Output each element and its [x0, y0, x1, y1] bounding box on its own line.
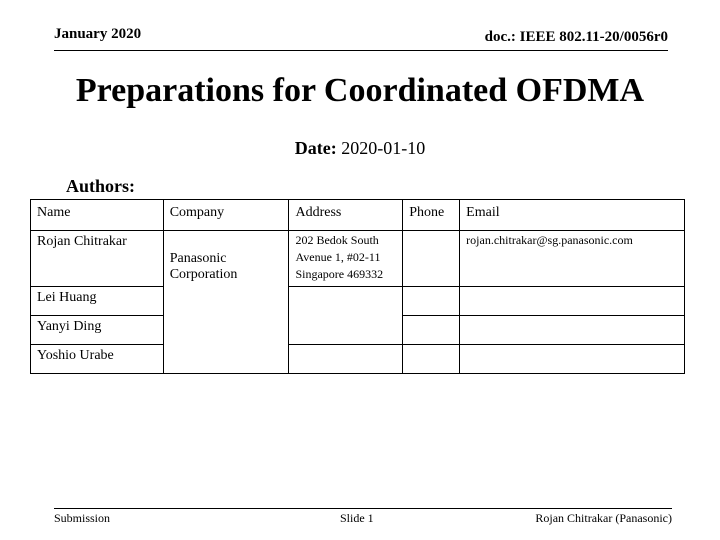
author-phone — [403, 316, 460, 345]
author-phone — [403, 231, 460, 287]
column-header-address: Address — [289, 200, 403, 231]
footer-submission: Submission — [54, 511, 111, 525]
author-phone — [403, 287, 460, 316]
date-value: 2020-01-10 — [341, 138, 426, 158]
author-phone — [403, 345, 460, 374]
column-header-email: Email — [460, 200, 685, 231]
author-email — [460, 316, 685, 345]
author-address: 202 Bedok South Avenue 1, #02-11 Singapore 469332 — [289, 231, 403, 287]
table-row — [31, 231, 685, 287]
column-header-phone: Phone — [403, 200, 460, 231]
author-address — [289, 345, 403, 374]
footer-author: Rojan Chitrakar (Panasonic) — [535, 511, 672, 525]
author-name: Yanyi Ding — [31, 316, 164, 345]
author-company: Panasonic Corporation — [163, 231, 289, 374]
author-name: Rojan Chitrakar — [31, 231, 164, 287]
header-divider — [54, 50, 668, 51]
author-email — [460, 287, 685, 316]
footer-divider — [54, 508, 672, 509]
author-name: Lei Huang — [31, 287, 164, 316]
column-header-name: Name — [31, 200, 164, 231]
footer-slide-number: Slide 1 — [340, 511, 374, 525]
authors-label: Authors: — [66, 176, 136, 196]
date-label: Date: — [294, 138, 337, 158]
header-doc-id: doc.: IEEE 802.11-20/0056r0 — [484, 29, 668, 45]
table-row — [31, 345, 685, 374]
date-line — [0, 138, 720, 159]
slide-title: Preparations for Coordinated OFDMA — [75, 72, 645, 109]
table-row — [31, 287, 685, 316]
author-email — [460, 345, 685, 374]
author-email: rojan.chitrakar@sg.panasonic.com — [460, 231, 685, 287]
address-empty-cell — [289, 287, 403, 345]
header-date: January 2020 — [54, 26, 142, 42]
table-header-row — [31, 200, 685, 231]
column-header-company: Company — [163, 200, 289, 231]
authors-table — [30, 199, 685, 374]
author-name: Yoshio Urabe — [31, 345, 164, 374]
